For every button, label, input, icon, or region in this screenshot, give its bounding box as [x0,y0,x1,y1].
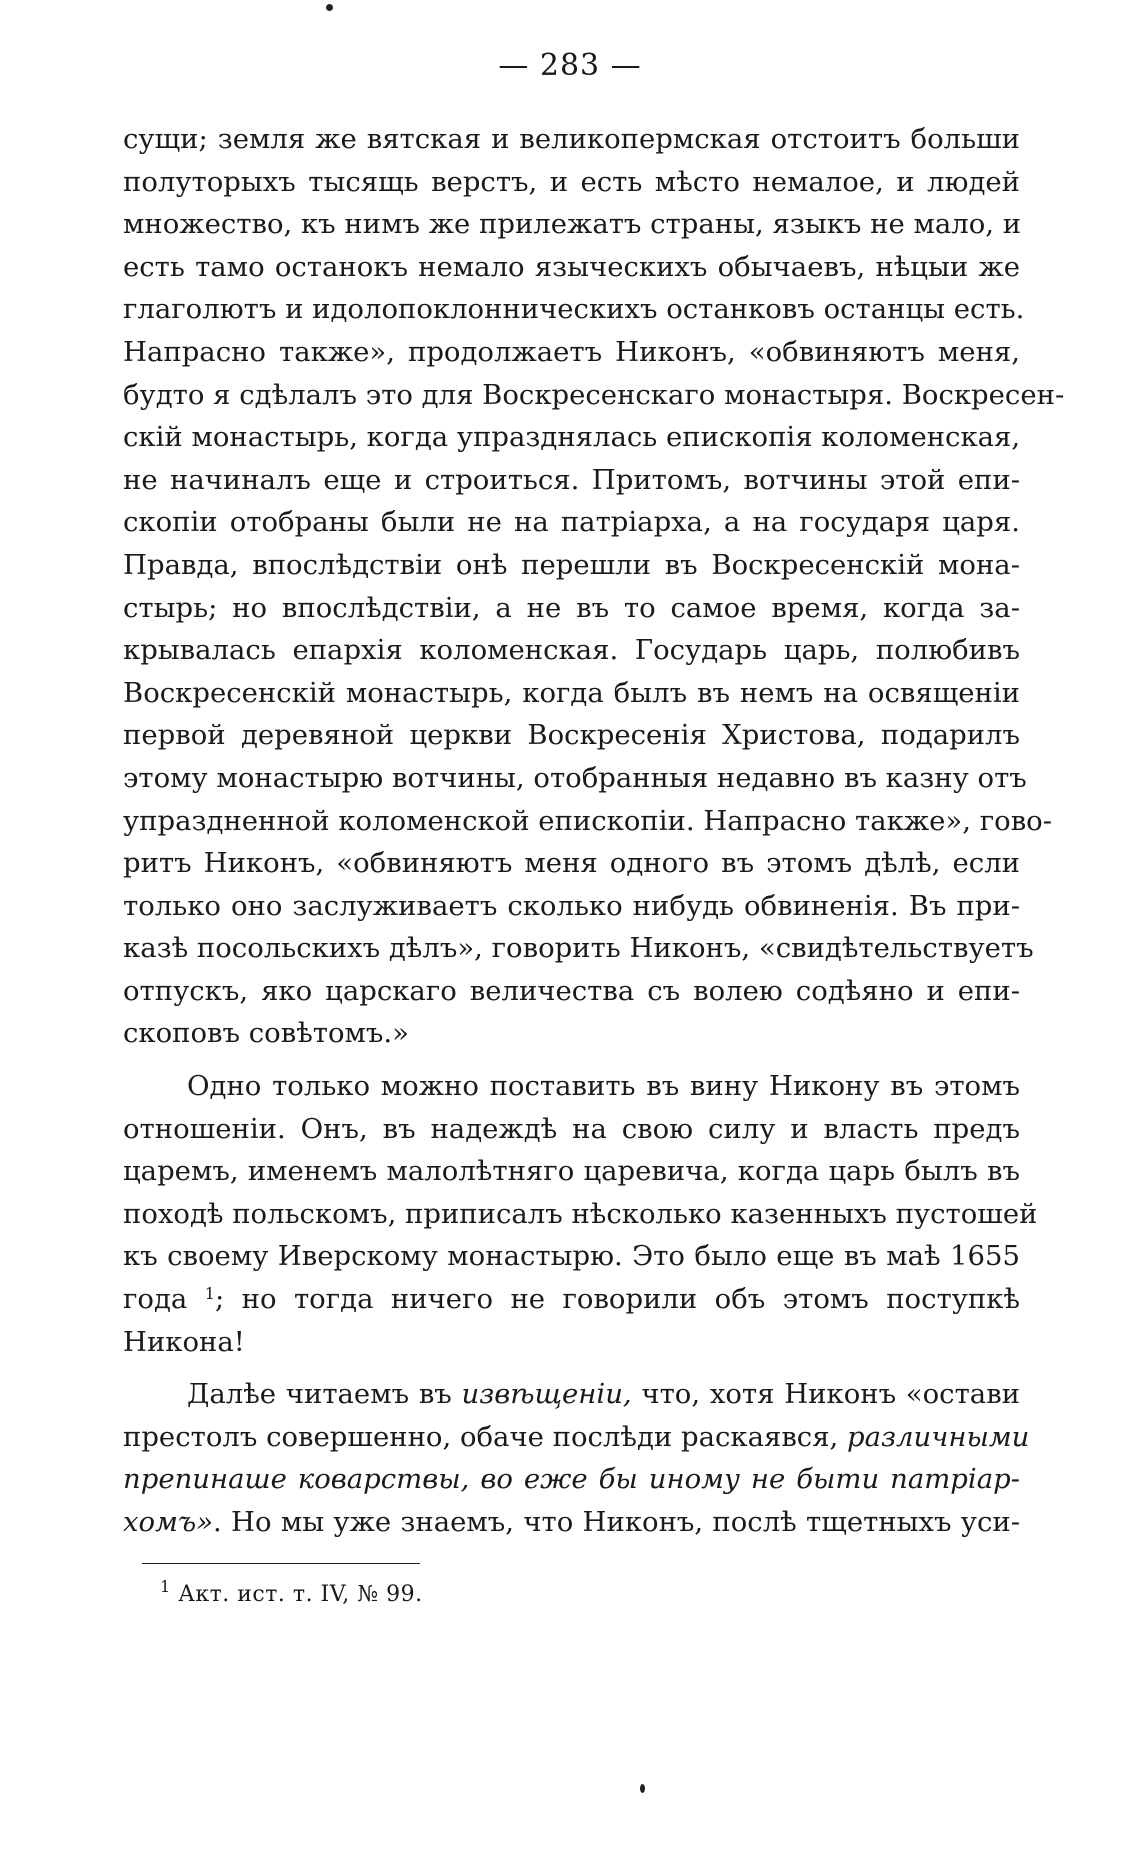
text-fragment: Далѣе читаемъ въ [187,1378,462,1411]
text-fragment: ; но тогда ничего не говорили объ этомъ поступкѣ [214,1283,1020,1316]
text-line [123,1373,1020,1416]
text-line: стырь; но впослѣдствіи, а не въ то самое время, когда за- [123,591,1020,624]
text-line: первой деревяной церкви Воскресенія Христова, подарилъ [123,719,1020,752]
text-line: есть тамо останокъ немало языческихъ обычаевъ, нѣцыи же [123,250,1020,283]
text-line: Одно только можно поставить въ вину Никону въ этомъ [187,1070,1020,1103]
text-line: царемъ, именемъ малолѣтняго царевича, когда царь былъ въ [123,1155,1020,1188]
text-line: скопіи отобраны были не на патріарха, а на государя царя. [123,506,1020,539]
text-line: походѣ польскомъ, приписалъ нѣсколько казенныхъ пустошей [123,1197,1038,1230]
footnote-separator [142,1563,420,1564]
italic-text: различными [847,1420,1030,1453]
page-number: — 283 — [498,48,642,83]
ink-speck [326,4,333,11]
text-line: Напрасно также», продолжаетъ Никонъ, «обвиняютъ меня, [123,335,1020,368]
text-fragment: престолъ совершенно, обаче послѣди раскаявся, [123,1420,848,1453]
ink-speck [640,1784,645,1793]
text-line: глаголютъ и идолопоклонническихъ останковъ останцы есть. [123,293,1025,326]
text-line: отношеніи. Онъ, въ надеждѣ на свою силу и власть предъ [123,1112,1020,1145]
text-line: сущи; земля же вятская и великопермская отстоитъ больши [123,123,1020,155]
footnote-reference: 1 [204,1284,215,1304]
text-line [123,1501,1020,1544]
text-line: къ своему Иверскому монастырю. Это было еще въ маѣ 1655 [123,1240,1020,1273]
text-line [123,1278,1020,1321]
footnote-text: Акт. ист. т. IV, № 99. [178,1582,423,1607]
text-line: Никона! [123,1325,245,1358]
text-fragment: года [123,1283,188,1316]
text-line: ритъ Никонъ, «обвиняютъ меня одного въ этомъ дѣлѣ, если [123,847,1020,880]
text-line: только оно заслуживаетъ сколько нибудь обвиненія. Въ при- [123,889,1020,922]
text-line: полуторыхъ тысящь верстъ, и есть мѣсто немалое, и людей [123,165,1020,198]
footnote [160,1577,423,1607]
text-line: Правда, впослѣдствіи онѣ перешли въ Воскресенскій мона- [123,548,1020,581]
text-line: этому монастырю вотчины, отобранныя недавно въ казну отъ [123,761,1027,794]
text-line: препинаше коварствы, во еже бы иному не быти патріар- [123,1463,1020,1496]
text-line: крывалась епархія коломенская. Государь царь, полюбивъ [123,634,1020,667]
text-fragment: . Но мы уже знаемъ, что Никонъ, послѣ тщетныхъ уси- [213,1506,1020,1538]
text-line: не начиналъ еще и строиться. Притомъ, вотчины этой епи- [123,463,1020,496]
text-line: отпускъ, яко царскаго величества съ волею содѣяно и епи- [123,974,1020,1007]
text-line: казѣ посольскихъ дѣлъ», говорить Никонъ, «свидѣтельствуетъ [123,932,1034,965]
text-line: множество, къ нимъ же прилежатъ страны, языкъ не мало, и [123,208,1022,241]
italic-text: извѣщеніи, [461,1378,632,1411]
main-text [123,118,1065,1544]
text-line: будто я сдѣлалъ это для Воскресенскаго монастыря. Воскресен- [123,378,1065,411]
text-line: скій монастырь, когда упразднялась епископія коломенская, [123,421,1021,454]
text-line: Воскресенскій монастырь, когда былъ въ немъ на освященіи [123,676,1020,709]
text-line: упраздненной коломенской епископіи. Напрасно также», гово- [123,804,1053,837]
text-fragment: что, хотя Никонъ «остави [631,1378,1021,1411]
footnote-mark: 1 [160,1577,171,1596]
text-line [123,1416,1030,1459]
italic-text: хомъ» [123,1506,214,1538]
text-line: скоповъ совѣтомъ.» [123,1017,409,1050]
